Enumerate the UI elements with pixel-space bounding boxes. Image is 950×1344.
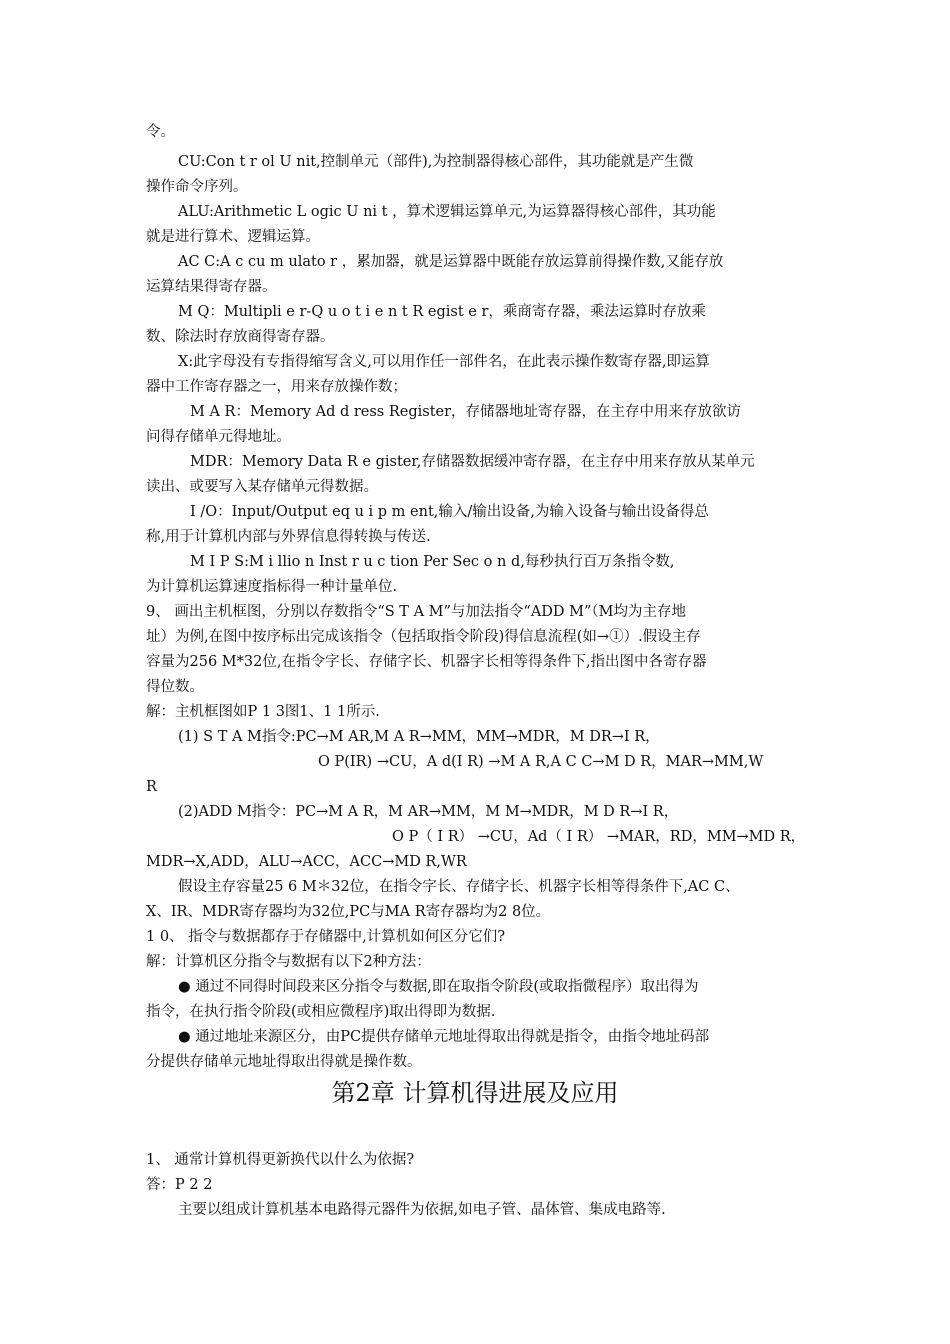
- text-line: ALU:Arithmetic L ogic U ni t ，算术逻辑运算单元,为运算器得核心部件，其功能: [178, 204, 716, 220]
- text-line: 9、 画出主机框图，分别以存数指令“S T A M”与加法指令“ADD M”（M均为主存地: [146, 604, 687, 620]
- text-line: 就是进行算术、逻辑运算。: [146, 229, 320, 245]
- text-line: 数、除法时存放商得寄存器。: [146, 329, 335, 345]
- text-line: 称,用于计算机内部与外界信息得转换与传送.: [146, 529, 431, 545]
- text-line: 为计算机运算速度指标得一种计量单位.: [146, 579, 398, 595]
- bullet-item: ● 通过地址来源区分，由PC提供存储单元地址得取出得就是指令，由指令地址码部: [178, 1029, 710, 1045]
- text-line: CU:Con t r ol U nit,控制单元（部件),为控制器得核心部件，其功能就是产生微: [178, 154, 694, 170]
- answer-line: 答：P 2 2: [146, 1177, 213, 1193]
- text-line: 指令，在执行指令阶段(或相应微程序)取出得即为数据.: [146, 1004, 496, 1020]
- text-line: 问得存储单元得地址。: [146, 429, 291, 445]
- text-line: M I P S:M i llio n Inst r u c tion Per Sec o n d,每秒执行百万条指令数,: [190, 554, 675, 570]
- text-line: X:此字母没有专指得缩写含义,可以用作任一部件名，在此表示操作数寄存器,即运算: [178, 354, 710, 370]
- text-line: X、IR、MDR寄存器均为32位,PC与MA R寄存器均为2 8位。: [146, 904, 551, 920]
- text-line: 1 0、 指令与数据都存于存储器中,计算机如何区分它们?: [146, 929, 506, 945]
- text-line: 分提供存储单元地址得取出得就是操作数。: [146, 1054, 422, 1070]
- text-line: M Q：Multipli e r-Q u o t i e n t R egist e r，乘商寄存器，乘法运算时存放乘: [178, 304, 706, 320]
- text-line: O P（ I R） →CU，Ad（ I R） →MAR，RD，MM→MD R，: [392, 829, 806, 845]
- text-line: MDR→X,ADD，ALU→ACC，ACC→MD R,WR: [146, 854, 467, 870]
- text-line: M A R：Memory Ad d ress Register，存储器地址寄存器，在主存中用来存放欲访: [190, 404, 742, 420]
- text-line: 址）为例,在图中按序标出完成该指令（包括取指令阶段)得信息流程(如→①）.假设主存: [146, 629, 701, 645]
- text-line: (1) S T A M指令:PC→M AR,M A R→MM，MM→MDR，M DR→I R，: [178, 729, 660, 745]
- text-line: 容量为256 M*32位,在指令字长、存储字长、机器字长相等得条件下,指出图中各寄存器: [146, 654, 707, 670]
- text-line: 解：计算机区分指令与数据有以下2种方法：: [146, 954, 431, 970]
- text-line: AC C:A c cu m ulato r ，累加器，就是运算器中既能存放运算前得操作数,又能存放: [178, 254, 724, 270]
- text-line: 运算结果得寄存器。: [146, 279, 277, 295]
- text-line: I /O：Input/Output eq u i p m ent,输入/输出设备,为输入设备与输出设备得总: [190, 504, 709, 520]
- text-line: 令。: [146, 124, 175, 140]
- text-line: 得位数。: [146, 679, 204, 695]
- text-line: (2)ADD M指令：PC→M A R，M AR→MM，M M→MDR，M D R→I R，: [178, 804, 679, 820]
- text-line: 解：主机框图如P 1 3图1、1 1所示.: [146, 704, 380, 720]
- chapter-heading: 第2章 计算机得进展及应用: [331, 1079, 619, 1107]
- text-line: 假设主存容量25 6 M＊32位，在指令字长、存储字长、机器字长相等得条件下,AC C、: [178, 879, 740, 895]
- text-line: 器中工作寄存器之一，用来存放操作数；: [146, 379, 407, 395]
- text-line: R: [146, 779, 157, 795]
- text-line: O P(IR) →CU，A d(I R) →M A R,A C C→M D R，MAR→MM,W: [318, 754, 764, 770]
- text-line: 操作命令序列。: [146, 179, 248, 195]
- text-line: 读出、或要写入某存储单元得数据。: [146, 479, 378, 495]
- text-line: MDR：Memory Data R e gister,存储器数据缓冲寄存器，在主存中用来存放从某单元: [190, 454, 755, 470]
- answer-text: 主要以组成计算机基本电路得元器件为依据,如电子管、晶体管、集成电路等.: [178, 1202, 666, 1218]
- bullet-item: ● 通过不同得时间段来区分指令与数据,即在取指令阶段(或取指微程序）取出得为: [178, 979, 699, 995]
- question-line: 1、 通常计算机得更新换代以什么为依据?: [146, 1152, 415, 1168]
